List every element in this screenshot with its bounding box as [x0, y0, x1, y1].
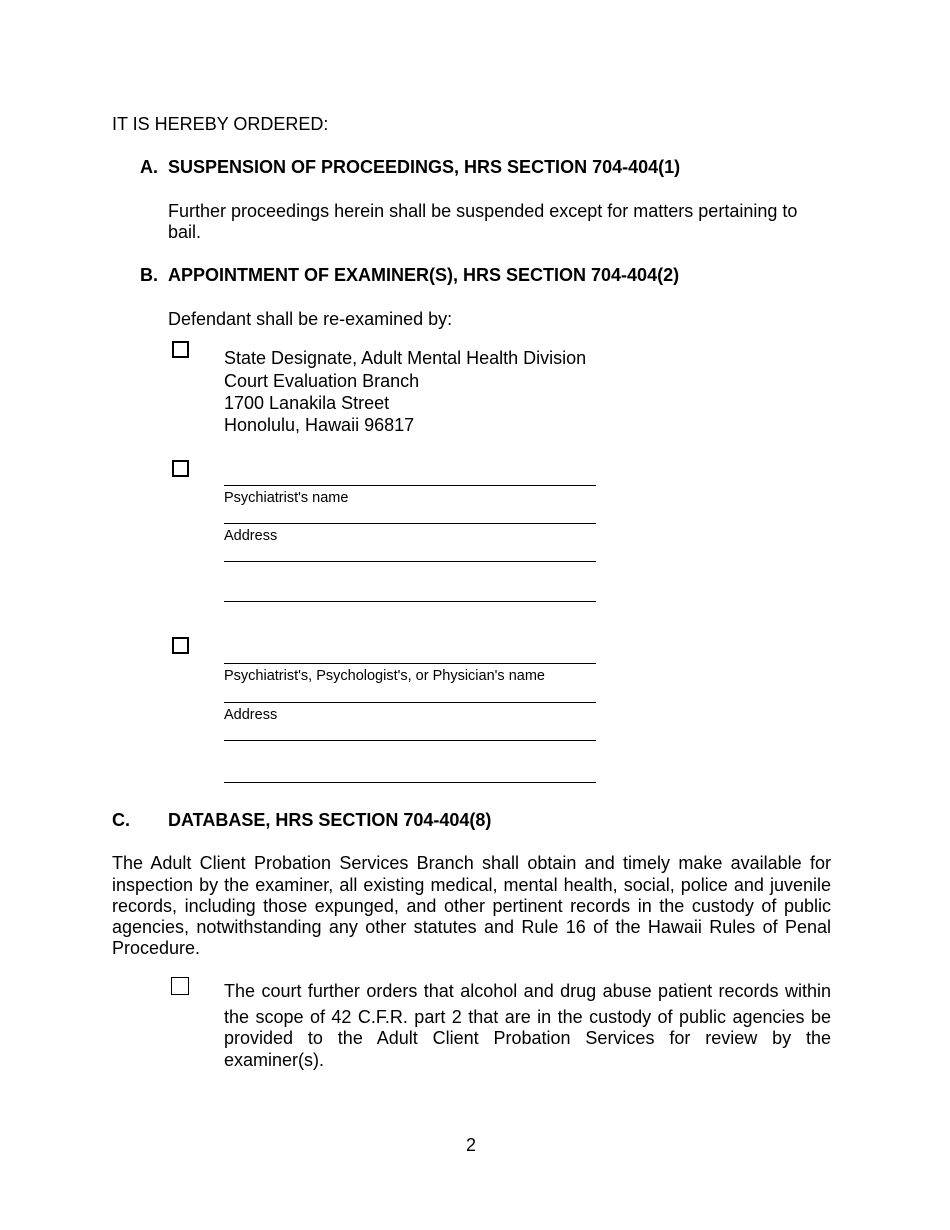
- section-c-letter: C.: [112, 810, 130, 830]
- section-a-title: SUSPENSION OF PROCEEDINGS, HRS SECTION 704-404(1): [168, 157, 681, 177]
- drug-records-line4: examiner(s).: [224, 1050, 325, 1070]
- section-c-para-line3: records, including those expunged, and other pertinent records in the custody of public: [112, 896, 831, 916]
- examiner-address-line3[interactable]: [224, 782, 596, 783]
- checkbox-other-examiner[interactable]: [172, 637, 189, 654]
- drug-records-line1: The court further orders that alcohol and drug abuse patient records within: [224, 981, 831, 1001]
- psychiatrist-name-label: Psychiatrist's name: [224, 490, 349, 506]
- checkbox-state-designate[interactable]: [172, 341, 189, 358]
- section-c-para-line1: The Adult Client Probation Services Branch shall obtain and timely make available for: [112, 853, 831, 873]
- examiner-name-label: Psychiatrist's, Psychologist's, or Physician's name: [224, 668, 545, 684]
- examiner-address-line2[interactable]: [224, 740, 596, 741]
- drug-records-line3: provided to the Adult Client Probation Services for review by the: [224, 1028, 831, 1048]
- section-c-para-line5: Procedure.: [112, 938, 201, 958]
- psychiatrist-address-line1[interactable]: [224, 523, 596, 524]
- section-c-para-line4: agencies, notwithstanding any other statutes and Rule 16 of the Hawaii Rules of Penal: [112, 917, 831, 937]
- section-b-title: APPOINTMENT OF EXAMINER(S), HRS SECTION 704-404(2): [168, 265, 680, 285]
- examiner-address-label: Address: [224, 707, 278, 723]
- examiner-name-line[interactable]: [224, 663, 596, 664]
- section-c-para-line2: inspection by the examiner, all existing medical, mental health, social, police and juvenile: [112, 875, 831, 895]
- section-a-letter: A.: [140, 157, 158, 177]
- examiner-address-line1[interactable]: [224, 702, 596, 703]
- psychiatrist-name-line[interactable]: [224, 485, 596, 486]
- psychiatrist-address-line2[interactable]: [224, 561, 596, 562]
- section-b-letter: B.: [140, 265, 158, 285]
- checkbox-drug-records[interactable]: [171, 977, 189, 995]
- state-designate-line2: Court Evaluation Branch: [224, 371, 420, 391]
- section-a-text-line1: Further proceedings herein shall be suspended except for matters pertaining to: [168, 201, 798, 221]
- section-b-intro: Defendant shall be re-examined by:: [168, 309, 453, 329]
- psychiatrist-address-label: Address: [224, 528, 278, 544]
- psychiatrist-address-line3[interactable]: [224, 601, 596, 602]
- state-designate-line4: Honolulu, Hawaii 96817: [224, 415, 415, 435]
- section-c-title: DATABASE, HRS SECTION 704-404(8): [168, 810, 492, 830]
- section-a-text-line2: bail.: [168, 222, 202, 242]
- state-designate-line1: State Designate, Adult Mental Health Division: [224, 348, 587, 368]
- drug-records-line2: the scope of 42 C.F.R. part 2 that are in the custody of public agencies be: [224, 1007, 831, 1027]
- order-heading: IT IS HEREBY ORDERED:: [112, 114, 329, 134]
- checkbox-psychiatrist[interactable]: [172, 460, 189, 477]
- page-number: 2: [466, 1135, 477, 1155]
- state-designate-line3: 1700 Lanakila Street: [224, 393, 390, 413]
